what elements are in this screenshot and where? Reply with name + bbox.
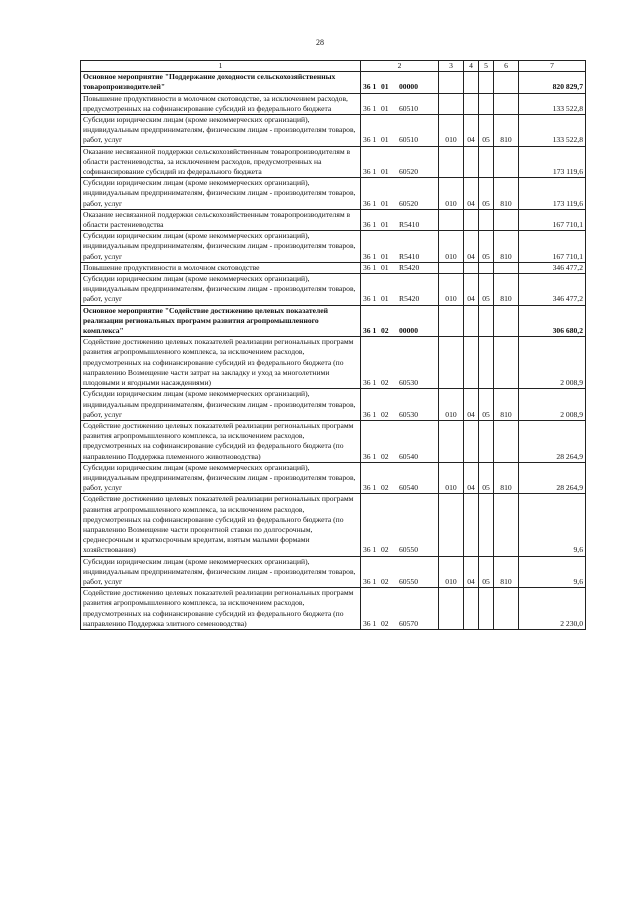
code-part-b: 01 — [381, 135, 389, 145]
row-vr: 010 — [439, 556, 464, 588]
row-vid: 810 — [494, 274, 519, 306]
row-pr — [479, 337, 494, 389]
code-part-b: 01 — [381, 262, 389, 272]
row-code — [361, 274, 439, 306]
row-vid — [494, 262, 519, 273]
row-rz: 04 — [464, 389, 479, 421]
row-pr — [479, 420, 494, 462]
row-sum: 28 264,9 — [519, 462, 586, 494]
table-row — [81, 588, 586, 630]
header-cell-vr: 3 — [439, 61, 464, 72]
code-part-b: 01 — [381, 167, 389, 177]
row-code — [361, 115, 439, 147]
code-part-b: 02 — [381, 451, 389, 461]
row-pr: 05 — [479, 389, 494, 421]
table-row — [81, 115, 586, 147]
code-part-c: R5420 — [399, 294, 420, 304]
code-part-b: 02 — [381, 409, 389, 419]
code-part-a: 36 1 — [363, 483, 377, 493]
row-sum: 173 119,6 — [519, 178, 586, 210]
code-part-c: 60550 — [399, 545, 418, 555]
row-pr — [479, 146, 494, 178]
row-name: Оказание несвязанной поддержки сельскохозяйственным товаропроизводителям в области растениеводства — [81, 209, 361, 230]
row-sum: 2 008,9 — [519, 337, 586, 389]
table-row — [81, 72, 586, 93]
row-rz — [464, 337, 479, 389]
table-row — [81, 420, 586, 462]
table-row — [81, 231, 586, 263]
row-pr — [479, 209, 494, 230]
table-row — [81, 389, 586, 421]
row-name: Содействие достижению целевых показателей реализации региональных программ развития агропромышленного комплекса, за исключением расходов, предусмотренных на софинансирование субсидий из федерального бюджета (по направлению Возмещение части процентной ставки по долгосрочным, среднесрочным и краткосрочным кредитам, взятым малыми формами хозяйствования) — [81, 494, 361, 556]
table-row — [81, 93, 586, 114]
row-vr — [439, 305, 464, 337]
budget-table — [80, 60, 586, 630]
row-vr: 010 — [439, 389, 464, 421]
header-cell-rz: 4 — [464, 61, 479, 72]
row-vr — [439, 262, 464, 273]
row-vid — [494, 305, 519, 337]
row-rz — [464, 420, 479, 462]
row-name: Оказание несвязанной поддержки сельскохозяйственным товаропроизводителям в области растениеводства, за исключением расходов, предусмотренных на софинансирование субсидий из федерального бюджета — [81, 146, 361, 178]
row-code — [361, 72, 439, 93]
row-sum: 346 477,2 — [519, 274, 586, 306]
code-part-c: 60530 — [399, 409, 418, 419]
row-vr — [439, 146, 464, 178]
row-vid: 810 — [494, 389, 519, 421]
row-name: Повышение продуктивности в молочном скотоводстве, за исключением расходов, предусмотренных на софинансирование субсидий из федерального бюджета — [81, 93, 361, 114]
code-part-c: 60540 — [399, 451, 418, 461]
row-vr — [439, 588, 464, 630]
table-row — [81, 556, 586, 588]
row-name: Субсидии юридическим лицам (кроме некоммерческих организаций), индивидуальным предпринимателям, физическим лицам - производителям товаров, работ, услуг — [81, 274, 361, 306]
row-code — [361, 262, 439, 273]
row-vid: 810 — [494, 462, 519, 494]
row-pr — [479, 494, 494, 556]
row-rz — [464, 93, 479, 114]
row-name: Содействие достижению целевых показателей реализации региональных программ развития агропромышленного комплекса, за исключением расходов, предусмотренных на софинансирование субсидий из федерального бюджета (по направлению Поддержка элитного семеноводства) — [81, 588, 361, 630]
row-rz: 04 — [464, 556, 479, 588]
code-part-b: 01 — [381, 82, 389, 92]
code-part-a: 36 1 — [363, 198, 377, 208]
row-vid — [494, 146, 519, 178]
row-rz — [464, 72, 479, 93]
code-part-c: 60570 — [399, 618, 418, 628]
code-part-c: R5420 — [399, 262, 420, 272]
row-pr: 05 — [479, 462, 494, 494]
row-vr — [439, 420, 464, 462]
table-row — [81, 305, 586, 337]
code-part-a: 36 1 — [363, 251, 377, 261]
row-vid: 810 — [494, 231, 519, 263]
row-name: Содействие достижению целевых показателей реализации региональных программ развития агропромышленного комплекса, за исключением расходов, предусмотренных на софинансирование субсидий из федерального бюджета (по направлению Поддержка племенного животноводства) — [81, 420, 361, 462]
code-part-b: 02 — [381, 576, 389, 586]
code-part-a: 36 1 — [363, 167, 377, 177]
code-part-c: 60510 — [399, 103, 418, 113]
row-code — [361, 178, 439, 210]
row-name: Содействие достижению целевых показателей реализации региональных программ развития агропромышленного комплекса, за исключением расходов, предусмотренных на софинансирование субсидий из федерального бюджета (по направлению Возмещение части затрат на закладку и уход за многолетними плодовыми и ягодными насаждениями) — [81, 337, 361, 389]
row-rz: 04 — [464, 274, 479, 306]
row-vid: 810 — [494, 556, 519, 588]
row-name: Основное мероприятие "Содействие достижению целевых показателей реализации региональных программ развития агропромышленного комплекса" — [81, 305, 361, 337]
code-part-b: 01 — [381, 103, 389, 113]
row-pr — [479, 93, 494, 114]
row-sum: 167 710,1 — [519, 209, 586, 230]
page-number: 28 — [316, 38, 324, 47]
code-part-a: 36 1 — [363, 103, 377, 113]
row-sum: 133 522,8 — [519, 115, 586, 147]
row-sum: 9,6 — [519, 556, 586, 588]
row-code — [361, 494, 439, 556]
row-name: Основное мероприятие "Поддержание доходности сельскохозяйственных товаропроизводителей" — [81, 72, 361, 93]
code-part-a: 36 1 — [363, 378, 377, 388]
row-sum: 9,6 — [519, 494, 586, 556]
row-vr: 010 — [439, 178, 464, 210]
row-sum: 133 522,8 — [519, 93, 586, 114]
code-part-a: 36 1 — [363, 326, 377, 336]
row-name: Субсидии юридическим лицам (кроме некоммерческих организаций), индивидуальным предпринимателям, физическим лицам - производителям товаров, работ, услуг — [81, 178, 361, 210]
row-pr: 05 — [479, 178, 494, 210]
code-part-b: 02 — [381, 378, 389, 388]
code-part-a: 36 1 — [363, 262, 377, 272]
code-part-b: 02 — [381, 545, 389, 555]
code-part-a: 36 1 — [363, 82, 377, 92]
row-pr: 05 — [479, 115, 494, 147]
header-cell-name: 1 — [81, 61, 361, 72]
row-vr: 010 — [439, 115, 464, 147]
code-part-a: 36 1 — [363, 618, 377, 628]
row-rz: 04 — [464, 231, 479, 263]
row-vid — [494, 93, 519, 114]
row-name: Повышение продуктивности в молочном скотоводстве — [81, 262, 361, 273]
row-vid — [494, 588, 519, 630]
row-vid — [494, 72, 519, 93]
code-part-b: 02 — [381, 326, 389, 336]
row-rz: 04 — [464, 115, 479, 147]
row-name: Субсидии юридическим лицам (кроме некоммерческих организаций), индивидуальным предпринимателям, физическим лицам - производителям товаров, работ, услуг — [81, 462, 361, 494]
row-code — [361, 146, 439, 178]
code-part-b: 02 — [381, 483, 389, 493]
row-sum: 28 264,9 — [519, 420, 586, 462]
row-vr — [439, 72, 464, 93]
row-code — [361, 93, 439, 114]
code-part-b: 02 — [381, 618, 389, 628]
row-sum: 306 680,2 — [519, 305, 586, 337]
row-vr: 010 — [439, 462, 464, 494]
code-part-a: 36 1 — [363, 135, 377, 145]
code-part-a: 36 1 — [363, 576, 377, 586]
code-part-c: 00000 — [399, 82, 418, 92]
code-part-b: 01 — [381, 251, 389, 261]
row-vr — [439, 209, 464, 230]
row-rz: 04 — [464, 462, 479, 494]
table-row — [81, 494, 586, 556]
row-vr — [439, 337, 464, 389]
row-rz — [464, 494, 479, 556]
row-rz — [464, 305, 479, 337]
row-rz — [464, 146, 479, 178]
code-part-c: 60550 — [399, 576, 418, 586]
header-cell-sum: 7 — [519, 61, 586, 72]
row-pr: 05 — [479, 231, 494, 263]
row-name: Субсидии юридическим лицам (кроме некоммерческих организаций), индивидуальным предпринимателям, физическим лицам - производителям товаров, работ, услуг — [81, 231, 361, 263]
code-part-a: 36 1 — [363, 409, 377, 419]
row-vr: 010 — [439, 231, 464, 263]
row-code — [361, 588, 439, 630]
code-part-c: 60530 — [399, 378, 418, 388]
table-row — [81, 274, 586, 306]
code-part-c: R5410 — [399, 251, 420, 261]
table-row — [81, 146, 586, 178]
code-part-c: 60520 — [399, 198, 418, 208]
row-vr — [439, 494, 464, 556]
table-row — [81, 337, 586, 389]
row-code — [361, 556, 439, 588]
row-pr: 05 — [479, 274, 494, 306]
row-rz — [464, 262, 479, 273]
code-part-b: 01 — [381, 198, 389, 208]
row-sum: 2 230,0 — [519, 588, 586, 630]
table-row — [81, 262, 586, 273]
row-pr: 05 — [479, 556, 494, 588]
header-cell-vid: 6 — [494, 61, 519, 72]
row-code — [361, 305, 439, 337]
row-sum: 346 477,2 — [519, 262, 586, 273]
row-vid — [494, 420, 519, 462]
code-part-a: 36 1 — [363, 220, 377, 230]
code-part-a: 36 1 — [363, 451, 377, 461]
code-part-c: R5410 — [399, 220, 420, 230]
row-rz — [464, 588, 479, 630]
header-row — [81, 61, 586, 72]
row-code — [361, 420, 439, 462]
row-sum: 2 008,9 — [519, 389, 586, 421]
code-part-a: 36 1 — [363, 294, 377, 304]
row-vr: 010 — [439, 274, 464, 306]
row-rz — [464, 209, 479, 230]
header-cell-code: 2 — [361, 61, 439, 72]
row-pr — [479, 588, 494, 630]
row-vid — [494, 337, 519, 389]
row-vid: 810 — [494, 115, 519, 147]
row-vid — [494, 494, 519, 556]
code-part-c: 60510 — [399, 135, 418, 145]
code-part-b: 01 — [381, 294, 389, 304]
row-code — [361, 462, 439, 494]
row-pr — [479, 262, 494, 273]
row-vid — [494, 209, 519, 230]
row-code — [361, 209, 439, 230]
row-pr — [479, 305, 494, 337]
table-row — [81, 209, 586, 230]
row-name: Субсидии юридическим лицам (кроме некоммерческих организаций), индивидуальным предпринимателям, физическим лицам - производителям товаров, работ, услуг — [81, 115, 361, 147]
table-row — [81, 462, 586, 494]
code-part-a: 36 1 — [363, 545, 377, 555]
table-row — [81, 178, 586, 210]
row-name: Субсидии юридическим лицам (кроме некоммерческих организаций), индивидуальным предпринимателям, физическим лицам - производителям товаров, работ, услуг — [81, 389, 361, 421]
row-code — [361, 337, 439, 389]
row-pr — [479, 72, 494, 93]
row-sum: 173 119,6 — [519, 146, 586, 178]
row-sum: 167 710,1 — [519, 231, 586, 263]
row-vr — [439, 93, 464, 114]
code-part-c: 60540 — [399, 483, 418, 493]
code-part-b: 01 — [381, 220, 389, 230]
row-name: Субсидии юридическим лицам (кроме некоммерческих организаций), индивидуальным предпринимателям, физическим лицам - производителям товаров, работ, услуг — [81, 556, 361, 588]
row-code — [361, 231, 439, 263]
header-cell-pr: 5 — [479, 61, 494, 72]
code-part-c: 60520 — [399, 167, 418, 177]
row-rz: 04 — [464, 178, 479, 210]
row-code — [361, 389, 439, 421]
row-sum: 820 829,7 — [519, 72, 586, 93]
row-vid: 810 — [494, 178, 519, 210]
code-part-c: 00000 — [399, 326, 418, 336]
